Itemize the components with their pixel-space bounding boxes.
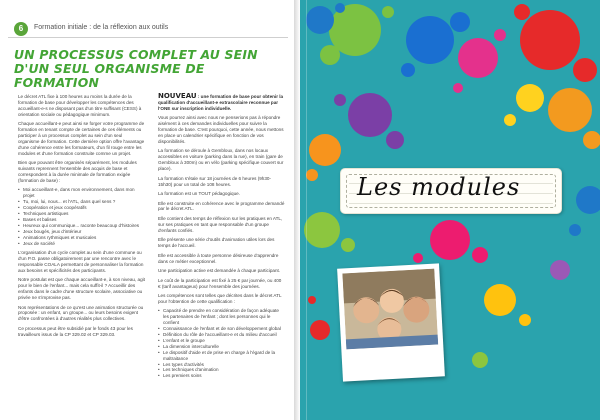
list-item: • Connaissance de l'enfant et de son développement global xyxy=(158,326,285,332)
paragraph: Vous pourrez ainsi avec nous ne penserions pas à répondre aisément à ces demandes individuelles pour suivre la formation de base. C'est pourquoi, cette année, nous mettons en place un calendrier spécifique en fonction de vos disponibilités. xyxy=(158,115,284,144)
paragraph: La formation est un TOUT pédagogique. xyxy=(158,191,240,197)
left-page xyxy=(0,0,296,420)
text-column-right xyxy=(158,94,285,383)
running-title: Formation initiale : de la réflexion aux outils xyxy=(34,24,169,31)
list-item: • Bases et balises xyxy=(18,217,145,223)
paragraph-lead xyxy=(158,94,285,112)
children-photo xyxy=(337,263,445,381)
paragraph: Les compétences sont telles que décrites dans le décret ATL pour l'obtention de cette qualification : xyxy=(158,293,282,304)
modules-label-card xyxy=(340,168,562,214)
page-title xyxy=(14,48,286,90)
list-item: • Les types d'activités xyxy=(158,362,285,368)
list-item: • Techniques artistiques xyxy=(18,211,145,217)
lead-text: : une formation de base pour obtenir la qualification d'accueillant-e extrascolaire reconnue par l'ONE sur inscription individuelle. xyxy=(158,94,284,111)
modules-heading: Les modules xyxy=(357,173,521,201)
list-item: • Heureux qui communique... raconte beaucoup d'histoires xyxy=(18,223,145,229)
paragraph: Une participation active est demandée à chaque participant. xyxy=(158,268,281,274)
paragraph: Chaque accueillant-e peut ainsi se forger votre programme de formation en tenant compte de certaines de ces éléments ou participer à un processus complet au sein d'un seul organisme de formation. Cette dernière option offre l'avantage d'une cohérence entre les formateurs, d'un fil rouge entre les modules et d'une formation construite comme un projet. xyxy=(18,121,145,156)
list-item: • Le dispositif d'aide et de prise en charge à l'égard de la maltraitance xyxy=(158,350,285,362)
right-page xyxy=(300,0,600,420)
paragraph: Nos représentations de ce qu'est une animation structurée ou proposée : un enfant, un groupe... ou leurs besoins exigent d'être confrontées à d'autres réalités plus collectives. xyxy=(18,304,144,322)
paragraph: Notre postulat est que chaque accueillant-e, à son niveau, agit pour le bien de l'enfant... mais cela suffit-il ? Accueillir des enfants dans le cadre d'une structure scolaire, associative ou privée ne s'improvise pas. xyxy=(18,277,145,301)
paragraph: Le décret ATL fixe à 100 heures au moins la durée de la formation de base pour développer les compétences des accueillant-e-s ne disposant pas d'un titre suffisant (CESS) à orientation sociale ou pédagogique minimum. xyxy=(18,94,142,117)
paragraph: Ce processus peut être subsidié par le fonds 43 pour les travailleurs issus de la CP 329.02 et CP 329.03. xyxy=(18,325,133,337)
paragraph: La formation se déroule à Gembloux, dans nos locaux accessibles en voiture (parking dans la rue), en train (gare de Gembloux à 300m) ou en vélo (parking spécifique couvert sur place). xyxy=(158,148,284,172)
paragraph: Bien que pouvant être organisés séparément, les modules suivants reprennent l'ensemble des acquis de base et correspondent à la durée minimale de formation exigée (formation de base) : xyxy=(18,160,137,183)
list-item: • Définition du rôle de l'accueillant-e et du milieu d'accueil xyxy=(158,332,285,338)
modules-list xyxy=(18,187,145,246)
list-item: • Moi accueillant-e, dans mon environnement, dans mon projet xyxy=(18,187,145,199)
list-item: • La dimension interculturelle xyxy=(158,344,285,350)
list-item: • Les techniques d'animation xyxy=(158,367,285,373)
paragraph: La formation s'étale sur 18 journées de 6 heures (9h30-15h30) pour un total de 108 heures. xyxy=(158,175,271,187)
text-column-left xyxy=(18,94,145,341)
paragraph: Elle présente une série d'outils d'animation utiles lors des temps de l'accueil. xyxy=(158,237,275,249)
page-number-badge: 6 xyxy=(14,22,28,36)
competences-list xyxy=(158,308,285,379)
photo-image xyxy=(342,269,438,350)
list-item: • L'enfant et le groupe xyxy=(158,338,285,344)
paragraph: Elle est construite en cohérence avec le programme demandé par le décret ATL. xyxy=(158,200,285,212)
list-item: • Tu, moi, lui, nous... et l'ATL, dans quel sens ? xyxy=(18,199,145,205)
paragraph: Elle est accessible à toute personne désireuse d'apprendre dans ce métier exceptionnel. xyxy=(158,252,279,264)
list-item: • Coopération et jeux coopératifs xyxy=(18,205,145,211)
list-item: • Capacité de prendre en considération de façon adéquate les partenaires de l'enfant ; dont les personnes qui le confient xyxy=(158,308,285,326)
list-item: • Jeux bougés, jeux d'intérieur xyxy=(18,229,145,235)
paragraph: Le coût de la participation est fixé à 25 € par journée, ou 400 € (tarif avantageux) pour l'ensemble des journées. xyxy=(158,277,282,289)
list-item: • Les premiers soins xyxy=(158,373,285,379)
list-item: • Animations rythmiques et musicales xyxy=(18,235,145,241)
header-divider xyxy=(8,37,288,38)
card-rule xyxy=(349,203,553,204)
list-item: • Jeux de société xyxy=(18,241,145,247)
title-line-1: UN PROCESSUS COMPLET AU SEIN xyxy=(14,47,258,62)
paragraph: L'organisation d'un cycle complet au sein d'une commune ou d'un P.O. passe obligatoirement par une rencontre avec le responsable COALA permettant de personnaliser la formation aux besoins et spécificités des participants. xyxy=(18,250,144,273)
title-line-2: D'UN SEUL ORGANISME DE FORMATION xyxy=(14,61,205,90)
nouveau-label: NOUVEAU xyxy=(158,92,197,100)
paragraph: Elle contient des temps de réflexion sur les pratiques en ATL, sur ses pratiques en tant que responsable d'un groupe d'enfants confiés. xyxy=(158,215,283,233)
